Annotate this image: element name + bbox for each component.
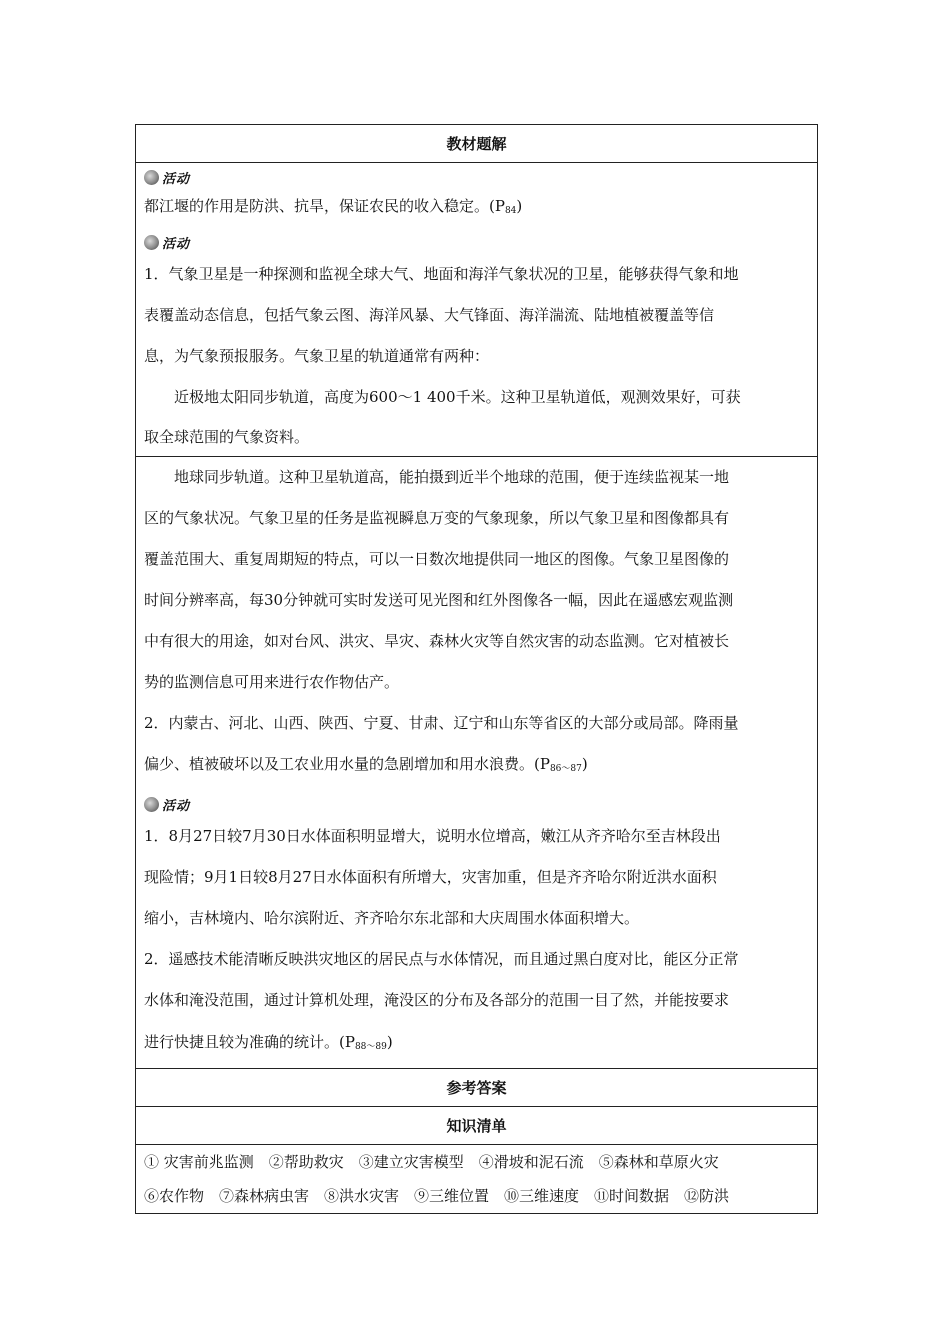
paragraph-line: 缩小，吉林境内、哈尔滨附近、齐齐哈尔东北部和大庆周围水体面积增大。 [144,909,640,927]
textbook-answers-cell-1 [136,165,817,457]
page-ref: 88～89 [354,1042,387,1052]
paragraph-line: 中有很大的用途，如对台风、洪灾、旱灾、森林火灾等自然灾害的动态监测。它对植被长 [144,632,730,650]
answer-line: ⑥农作物 ⑦森林病虫害 ⑧洪水灾害 ⑨三维位置 ⑩三维速度 ⑪时间数据 ⑫防洪 [144,1187,730,1205]
answer-line: ① 灾害前兆监测 ②帮助救灾 ③建立灾害模型 ④滑坡和泥石流 ⑤森林和草原火灾 [144,1153,719,1171]
activity-label: 活动 [162,236,191,252]
section-title: 参考答案 [446,1079,507,1097]
activity-1-answer: 都江堰的作用是防洪、抗旱，保证农民的收入稳定。$(P_{84})$ [144,197,523,216]
textbook-answers-cell-2 [136,457,817,1069]
activity-badge [144,792,809,816]
paragraph-line: 2．遥感技术能清晰反映洪灾地区的居民点与水体情况，而且通过黑白度对比，能区分正常 [144,950,739,968]
section-title: 教材题解 [446,135,507,153]
page-ref: 86～87 [549,764,582,774]
globe-icon [144,235,159,250]
section-title-knowledge-list [136,1107,817,1145]
paragraph-line-with-page: 进行快捷且较为准确的统计。$(P_{88\sim 89})$ [144,1033,393,1052]
paragraph-line: 区的气象状况。气象卫星的任务是监视瞬息万变的气象现象，所以气象卫星和图像都具有 [144,509,730,527]
section-title-textbook-answers [136,125,817,163]
globe-icon [144,797,159,812]
paragraph-line: 取全球范围的气象资料。 [144,428,310,446]
paragraph-line: 1．8月27日较7月30日水体面积明显增大，说明水位增高，嫩江从齐齐哈尔至吉林段出 [144,827,721,845]
section-subtitle: 知识清单 [446,1117,507,1135]
paragraph-line: 2．内蒙古、河北、山西、陕西、宁夏、甘肃、辽宁和山东等省区的大部分或局部。降雨量 [144,714,739,732]
globe-icon [144,170,159,185]
activity-badge [144,165,809,189]
paragraph-line: 近极地太阳同步轨道，高度为600～1 400千米。这种卫星轨道低，观测效果好，可获 [174,388,741,406]
paragraph-line-with-page: 偏少、植被破坏以及工农业用水量的急剧增加和用水浪费。$(P_{86\sim 87})$ [144,755,588,774]
paragraph-line: 覆盖范围大、重复周期短的特点，可以一日数次地提供同一地区的图像。气象卫星图像的 [144,550,730,568]
activity-badge [144,230,809,254]
paragraph-line: 表覆盖动态信息，包括气象云图、海洋风暴、大气锋面、海洋湍流、陆地植被覆盖等信 [144,306,715,324]
paragraph-line: 1．气象卫星是一种探测和监视全球大气、地面和海洋气象状况的卫星，能够获得气象和地 [144,265,739,283]
page-ref: 84 [504,206,517,216]
activity-label: 活动 [162,171,191,187]
paragraph-line: 地球同步轨道。这种卫星轨道高，能拍摄到近半个地球的范围，便于连续监视某一地 [174,468,730,486]
section-title-reference-answers [136,1069,817,1107]
paragraph-line: 现险情；9月1日较8月27日水体面积有所增大，灾害加重，但是齐齐哈尔附近洪水面积 [144,868,717,886]
paragraph-line: 水体和淹没范围，通过计算机处理，淹没区的分布及各部分的范围一目了然，并能按要求 [144,991,730,1009]
paragraph-line: 势的监测信息可用来进行农作物估产。 [144,673,400,691]
knowledge-list-cell [136,1145,817,1214]
paragraph-line: 息，为气象预报服务。气象卫星的轨道通常有两种： [144,347,490,365]
activity-label: 活动 [162,798,191,814]
paragraph-line: 时间分辨率高，每30分钟就可实时发送可见光图和红外图像各一幅，因此在遥感宏观监测 [144,591,734,609]
textbook-table [135,124,818,1214]
